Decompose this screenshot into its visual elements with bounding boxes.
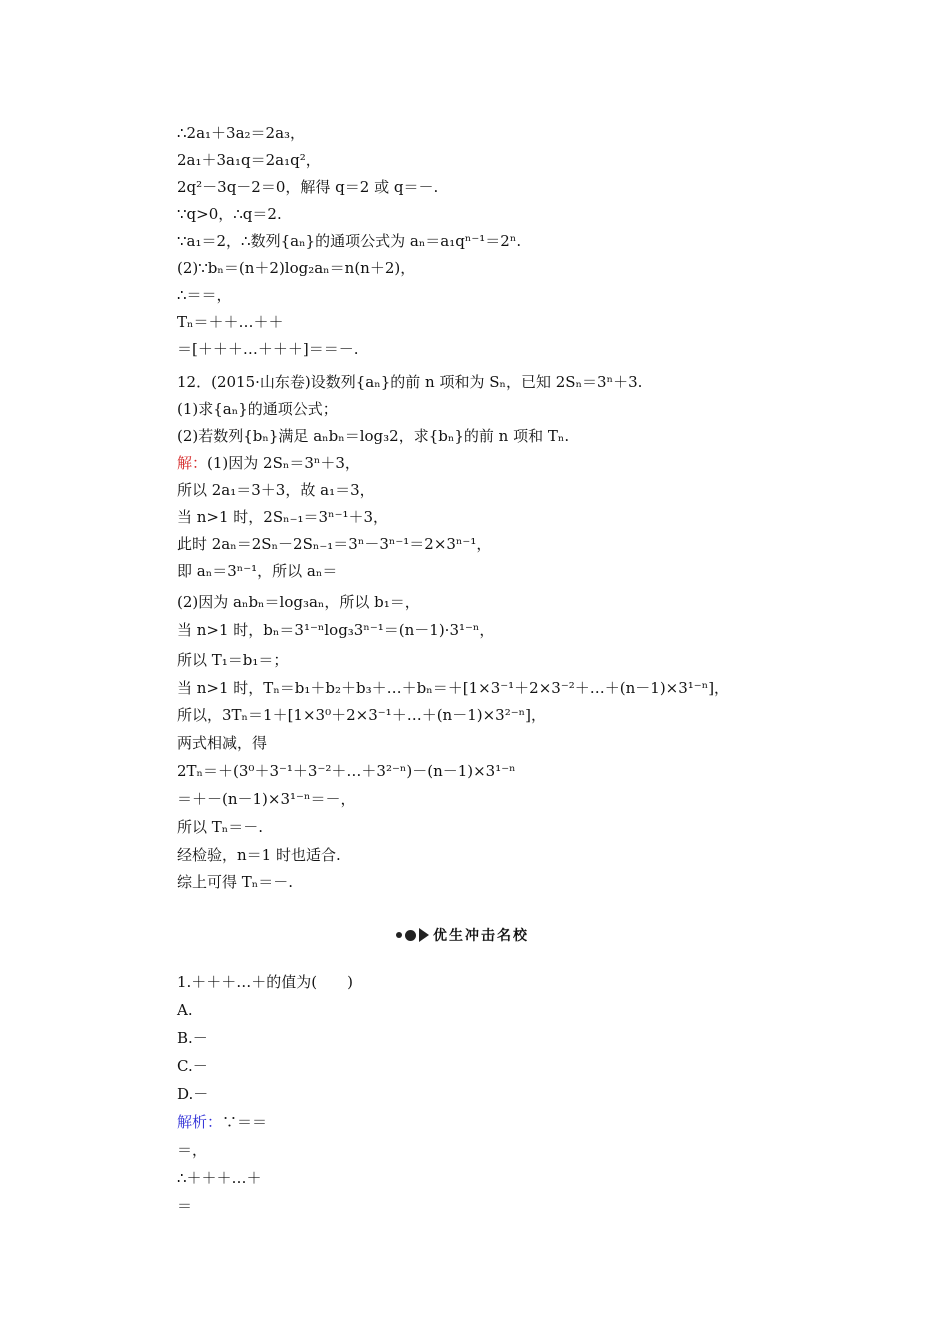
analysis-start	[177, 1112, 267, 1132]
solution-line: Tₙ＝＋＋…＋＋	[177, 313, 284, 331]
solution-line: 此时 2aₙ＝2Sₙ－2Sₙ₋₁＝3ⁿ－3ⁿ⁻¹＝2×3ⁿ⁻¹，	[177, 535, 492, 553]
solution-line: ＝＋－(n－1)×3¹⁻ⁿ＝－，	[177, 790, 356, 808]
solution-line: 所以 2a₁＝3＋3，故 a₁＝3，	[177, 481, 375, 499]
solution-line: 所以，3Tₙ＝1＋[1×3⁰＋2×3⁻¹＋…＋(n－1)×3²⁻ⁿ]，	[177, 706, 546, 724]
small-dot-icon	[396, 932, 402, 938]
solution-line: 综上可得 Tₙ＝－.	[177, 873, 294, 891]
solution-line: ∴＝＝，	[177, 286, 232, 304]
analysis-label: 解析：	[177, 1113, 223, 1131]
solution-text: (1)因为 2Sₙ＝3ⁿ＋3，	[207, 454, 360, 472]
analysis-line: ＝，	[177, 1141, 208, 1159]
problem-12-stem: 12．(2015·山东卷)设数列{aₙ}的前 n 项和为 Sₙ，已知 2Sₙ＝3ⁿ＋3.	[177, 373, 643, 391]
solution-line: 所以 T₁＝b₁＝；	[177, 651, 289, 669]
solution-line: 当 n>1 时，Tₙ＝b₁＋b₂＋b₃＋…＋bₙ＝＋[1×3⁻¹＋2×3⁻²＋…＋(n－1)×3¹⁻ⁿ]，	[177, 679, 730, 697]
solution-line: ＝[＋＋＋…＋＋＋]＝＝－.	[177, 340, 359, 358]
solution-line: 2q²－3q－2＝0，解得 q＝2 或 q＝－.	[177, 178, 439, 196]
solution-line: 经检验，n＝1 时也适合.	[177, 846, 341, 864]
analysis-line: ∴＋＋＋…＋	[177, 1169, 262, 1187]
option-a: A.	[177, 1001, 193, 1019]
solution-line: ∵q>0，∴q＝2.	[177, 205, 282, 223]
analysis-line: ＝	[177, 1197, 193, 1215]
problem-12-part1: (1)求{aₙ}的通项公式；	[177, 400, 338, 418]
solution-line: ∵a₁＝2，∴数列{aₙ}的通项公式为 aₙ＝a₁qⁿ⁻¹＝2ⁿ.	[177, 232, 522, 250]
solution-line: 两式相减，得	[177, 734, 268, 752]
solution-line: 当 n>1 时，2Sₙ₋₁＝3ⁿ⁻¹＋3，	[177, 508, 389, 526]
option-d: D.－	[177, 1085, 209, 1103]
solution-line: ∴2a₁＋3a₂＝2a₃，	[177, 124, 306, 142]
analysis-text: ∵＝＝	[222, 1113, 268, 1131]
large-dot-icon	[405, 930, 416, 941]
solution-line: (2)因为 aₙbₙ＝log₃aₙ，所以 b₁＝，	[177, 593, 420, 611]
solution-label: 解：	[177, 454, 208, 472]
solution-line: 当 n>1 时，bₙ＝3¹⁻ⁿlog₃3ⁿ⁻¹＝(n－1)·3¹⁻ⁿ，	[177, 621, 495, 639]
solution-line: 即 aₙ＝3ⁿ⁻¹，所以 aₙ＝	[177, 562, 338, 580]
solution-line: 2a₁＋3a₁q＝2a₁q²，	[177, 151, 321, 169]
arrow-right-icon	[419, 928, 429, 942]
solution-line: 2Tₙ＝＋(3⁰＋3⁻¹＋3⁻²＋…＋3²⁻ⁿ)－(n－1)×3¹⁻ⁿ	[177, 762, 516, 780]
question-stem: 1.＋＋＋…＋的值为( )	[177, 973, 354, 991]
section-banner	[396, 924, 529, 946]
solution-start	[177, 453, 360, 473]
problem-12-part2: (2)若数列{bₙ}满足 aₙbₙ＝log₃2，求{bₙ}的前 n 项和 Tₙ.	[177, 427, 570, 445]
solution-line: (2)∵bₙ＝(n＋2)log₂aₙ＝n(n＋2)，	[177, 259, 416, 277]
solution-line: 所以 Tₙ＝－.	[177, 818, 264, 836]
section-title: 优生冲击名校	[433, 928, 529, 944]
option-b: B.－	[177, 1029, 208, 1047]
option-c: C.－	[177, 1057, 208, 1075]
